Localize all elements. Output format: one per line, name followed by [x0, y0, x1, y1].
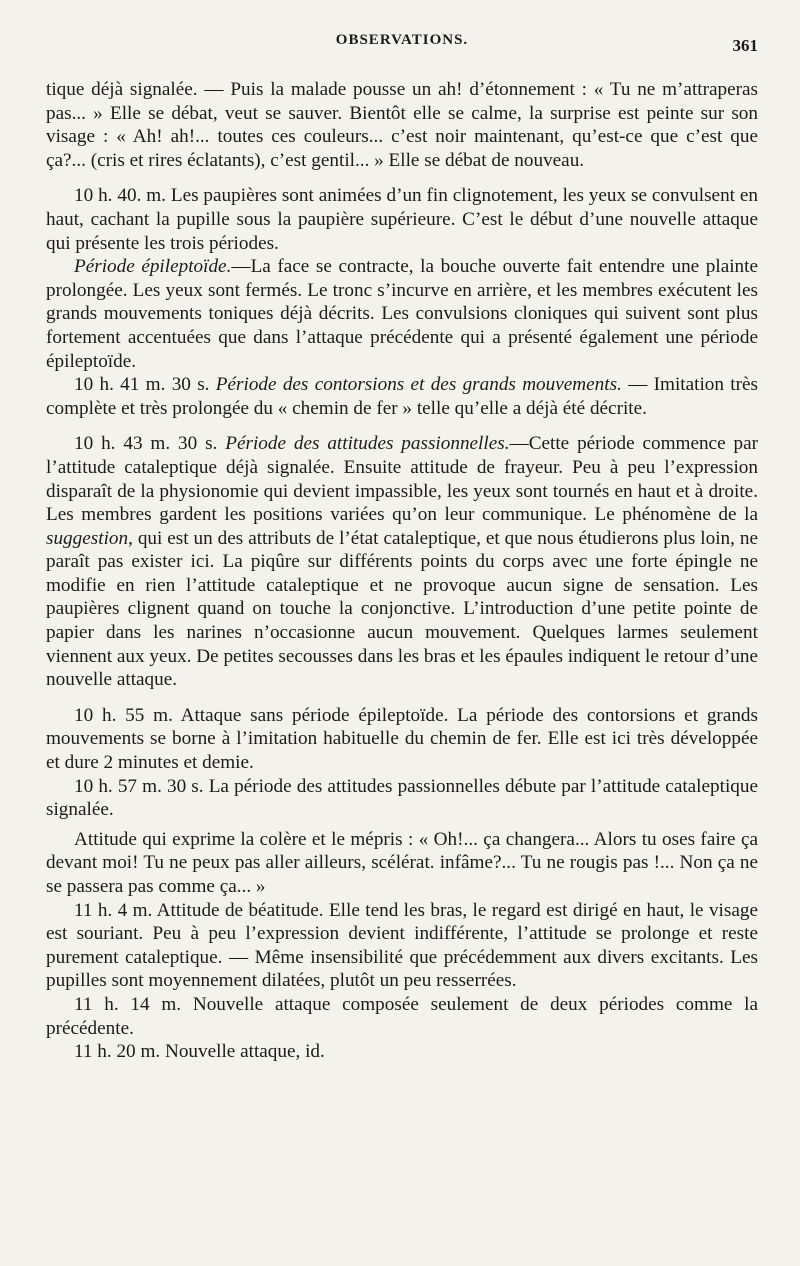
- paragraph: 10 h. 57 m. 30 s. La période des attitudes passionnelles débute par l’attitude cataleptique signalée.: [46, 775, 758, 821]
- paragraph: 11 h. 20 m. Nouvelle attaque, id.: [74, 1041, 325, 1063]
- paragraph: Attitude qui exprime la colère et le mépris : « Oh!... ça changera... Alors tu oses faire ça devant moi! Tu ne peux pas aller ailleurs, scélérat. infâme?... Tu ne rougis pas !... Non ça ne se passera pas comme ça... »: [46, 828, 758, 897]
- section-lead: Période des contorsions et des grands mouvements.: [215, 374, 622, 396]
- running-head: OBSERVATIONS.: [335, 32, 469, 48]
- paragraph: Période épileptoïde.—La face se contracte, la bouche ouverte fait entendre une plainte prolongée. Les yeux sont fermés. Le tronc s’incurve en arrière, et les membres exécutent les grands mouvements toniques déjà décrits. Les convulsions cloniques qui suivent sont plus fortement accentuées que dans l’attaque précédente qui a présenté également une période épileptoïde.: [46, 256, 758, 372]
- body-text: [46, 78, 758, 1064]
- paragraph: 10 h. 43 m. 30 s. Période des attitudes passionnelles.—Cette période commence par l’attitude cataleptique déjà signalée. Ensuite attitude de frayeur. Peu à peu l’expression disparaît de la physionomie qui devient impassible, les yeux sont tournés en haut et à droite. Les membres gardent les positions variées qu’on leur communique. Le phénomène de la suggestion, qui est un des attributs de l’état cataleptique, et que nous étudierons plus loin, ne paraît pas exister ici. La piqûre sur différents points du corps avec une forte épingle ne modifie en rien l’attitude cataleptique et ne provoque aucun signe de sensation. Les paupières clignent quand on touche la conjonctive. L’introduction d’une petite pointe de papier dans les narines n’occasionne aucun mouvement. Quelques larmes seulement viennent aux yeux. De petites secousses dans les bras et les épaules indiquent le retour d’une nouvelle attaque.: [46, 433, 758, 691]
- paragraph: 10 h. 55 m. Attaque sans période épileptoïde. La période des contorsions et grands mouvements se borne à l’imitation habituelle du chemin de fer. Elle est ici très développée et dure 2 minutes et demie.: [46, 704, 758, 774]
- emphasis: suggestion: [46, 527, 129, 549]
- paragraph: 11 h. 14 m. Nouvelle attaque composée seulement de deux périodes comme la précédente.: [46, 993, 758, 1039]
- section-lead: Période épileptoïde.: [74, 256, 232, 278]
- page-number: 361: [732, 36, 758, 55]
- timestamp: 10 h. 43 m. 30 s.: [74, 433, 218, 455]
- paragraph: 10 h. 41 m. 30 s. Période des contorsions et des grands mouvements. — Imitation très complète et très prolongée du « chemin de fer » telle qu’elle a déjà été décrite.: [46, 374, 758, 419]
- paragraph: 11 h. 4 m. Attitude de béatitude. Elle tend les bras, le regard est dirigé en haut, le visage est souriant. Peu à peu l’expression devient indifférente, l’attitude se prolonge et reste purement cataleptique. — Même insensibilité que précédemment aux divers excitants. Les pupilles sont moyennement dilatées, plutôt un peu resserrées.: [46, 899, 758, 992]
- timestamp: 10 h. 41 m. 30 s.: [74, 374, 210, 396]
- paragraph: tique déjà signalée. — Puis la malade pousse un ah! d’étonnement : « Tu ne m’attraperas pas... » Elle se débat, veut se sauver. Bientôt elle se calme, la surprise est peinte sur son visage : « Ah! ah!... toutes ces couleurs... c’est noir maintenant, qu’est-ce que c’est que ça?... (cris et rires éclatants), c’est gentil... » Elle se débat de nouveau.: [46, 79, 758, 171]
- paragraph: 10 h. 40. m. Les paupières sont animées d’un fin clignotement, les yeux se convulsent en haut, cachant la pupille sous la paupière supérieure. C’est le début d’une nouvelle attaque qui présente les trois périodes.: [46, 185, 758, 254]
- section-lead: Période des attitudes passionnelles.: [225, 433, 510, 455]
- page-header: [46, 24, 758, 56]
